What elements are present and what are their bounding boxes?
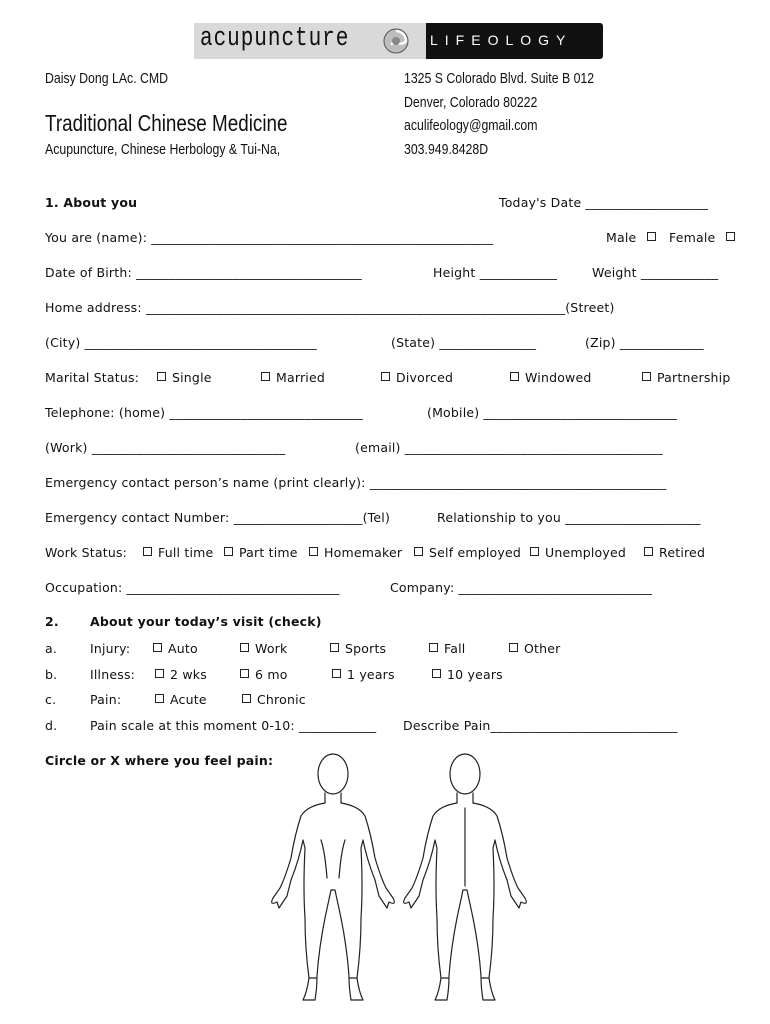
female-checkbox[interactable]: Female — [669, 230, 741, 245]
marital-single-checkbox[interactable]: Single — [157, 370, 212, 385]
injury-label: Injury: — [90, 641, 131, 656]
contact-phone: 303.949.8428D — [404, 141, 489, 158]
body-outline-front[interactable] — [265, 748, 535, 1008]
marital-partnership-checkbox[interactable]: Partnership — [642, 370, 730, 385]
pain-scale-field[interactable]: Pain scale at this moment 0-10: ____________ — [90, 718, 377, 733]
address-line1: 1325 S Colorado Blvd. Suite B 012 — [404, 70, 595, 87]
practitioner-name: Daisy Dong LAc. CMD — [45, 70, 169, 87]
injury-sports-checkbox[interactable]: Sports — [330, 641, 386, 656]
weight-field[interactable]: Weight ____________ — [592, 265, 719, 280]
height-field[interactable]: Height ____________ — [433, 265, 558, 280]
tel-home-field[interactable]: Telephone: (home) ______________________________ — [45, 405, 363, 420]
illness-6mo-checkbox[interactable]: 6 mo — [240, 667, 288, 682]
injury-other-checkbox[interactable]: Other — [509, 641, 561, 656]
section2-title: About your today’s visit (check) — [90, 614, 322, 629]
work-selfemployed-checkbox[interactable]: Self employed — [414, 545, 521, 560]
emergency-number-field[interactable]: Emergency contact Number: ____________________(Tel) — [45, 510, 391, 525]
body-outline-back — [404, 754, 527, 1000]
row-a-letter: a. — [45, 641, 58, 656]
marital-married-checkbox[interactable]: Married — [261, 370, 325, 385]
marital-status-label: Marital Status: — [45, 370, 140, 385]
logo-text-right: LIFEOLOGY — [430, 32, 573, 48]
illness-1year-checkbox[interactable]: 1 years — [332, 667, 395, 682]
marital-windowed-checkbox[interactable]: Windowed — [510, 370, 592, 385]
company-field[interactable]: Company: ______________________________ — [390, 580, 653, 595]
occupation-field[interactable]: Occupation: _________________________________ — [45, 580, 340, 595]
injury-auto-checkbox[interactable]: Auto — [153, 641, 198, 656]
tel-mobile-field[interactable]: (Mobile) ______________________________ — [427, 405, 678, 420]
work-parttime-checkbox[interactable]: Part time — [224, 545, 298, 560]
marital-divorced-checkbox[interactable]: Divorced — [381, 370, 453, 385]
state-field[interactable]: (State) _______________ — [391, 335, 537, 350]
emergency-name-field[interactable]: Emergency contact person’s name (print clearly): ______________________________________________ — [45, 475, 667, 490]
section2-number: 2. — [45, 614, 59, 629]
pain-chronic-checkbox[interactable]: Chronic — [242, 692, 306, 707]
logo — [194, 23, 603, 59]
address-line2: Denver, Colorado 80222 — [404, 94, 538, 111]
describe-pain-field[interactable]: Describe Pain_____________________________ — [403, 718, 678, 733]
row-c-letter: c. — [45, 692, 57, 707]
male-checkbox[interactable]: Male — [606, 230, 662, 245]
specialty-subtitle: Acupuncture, Chinese Herbology & Tui-Na, — [45, 141, 281, 158]
email-field[interactable]: (email) ________________________________________ — [355, 440, 663, 455]
pain-label: Pain: — [90, 692, 122, 707]
illness-10years-checkbox[interactable]: 10 years — [432, 667, 503, 682]
logo-text-left: acupuncture — [200, 24, 350, 54]
row-b-letter: b. — [45, 667, 58, 682]
injury-fall-checkbox[interactable]: Fall — [429, 641, 465, 656]
pain-acute-checkbox[interactable]: Acute — [155, 692, 207, 707]
work-homemaker-checkbox[interactable]: Homemaker — [309, 545, 402, 560]
work-unemployed-checkbox[interactable]: Unemployed — [530, 545, 626, 560]
section1-title: 1. About you — [45, 195, 138, 210]
illness-2wks-checkbox[interactable]: 2 wks — [155, 667, 207, 682]
injury-work-checkbox[interactable]: Work — [240, 641, 287, 656]
todays-date-field[interactable]: Today's Date ___________________ — [499, 195, 709, 210]
swirl-icon — [382, 27, 410, 55]
dob-field[interactable]: Date of Birth: ___________________________________ — [45, 265, 362, 280]
specialty-title: Traditional Chinese Medicine — [45, 110, 288, 136]
name-field[interactable]: You are (name): _____________________________________________________ — [45, 230, 494, 245]
work-status-label: Work Status: — [45, 545, 128, 560]
row-d-letter: d. — [45, 718, 58, 733]
relationship-field[interactable]: Relationship to you _____________________ — [437, 510, 701, 525]
work-phone-field[interactable]: (Work) ______________________________ — [45, 440, 286, 455]
illness-label: Illness: — [90, 667, 136, 682]
work-retired-checkbox[interactable]: Retired — [644, 545, 705, 560]
contact-email: aculifeology@gmail.com — [404, 117, 538, 134]
work-fulltime-checkbox[interactable]: Full time — [143, 545, 213, 560]
city-field[interactable]: (City) ____________________________________ — [45, 335, 317, 350]
pain-map-label: Circle or X where you feel pain: — [45, 753, 274, 768]
home-address-field[interactable]: Home address: _________________________________________________________________(Street) — [45, 300, 615, 315]
zip-field[interactable]: (Zip) _____________ — [585, 335, 704, 350]
